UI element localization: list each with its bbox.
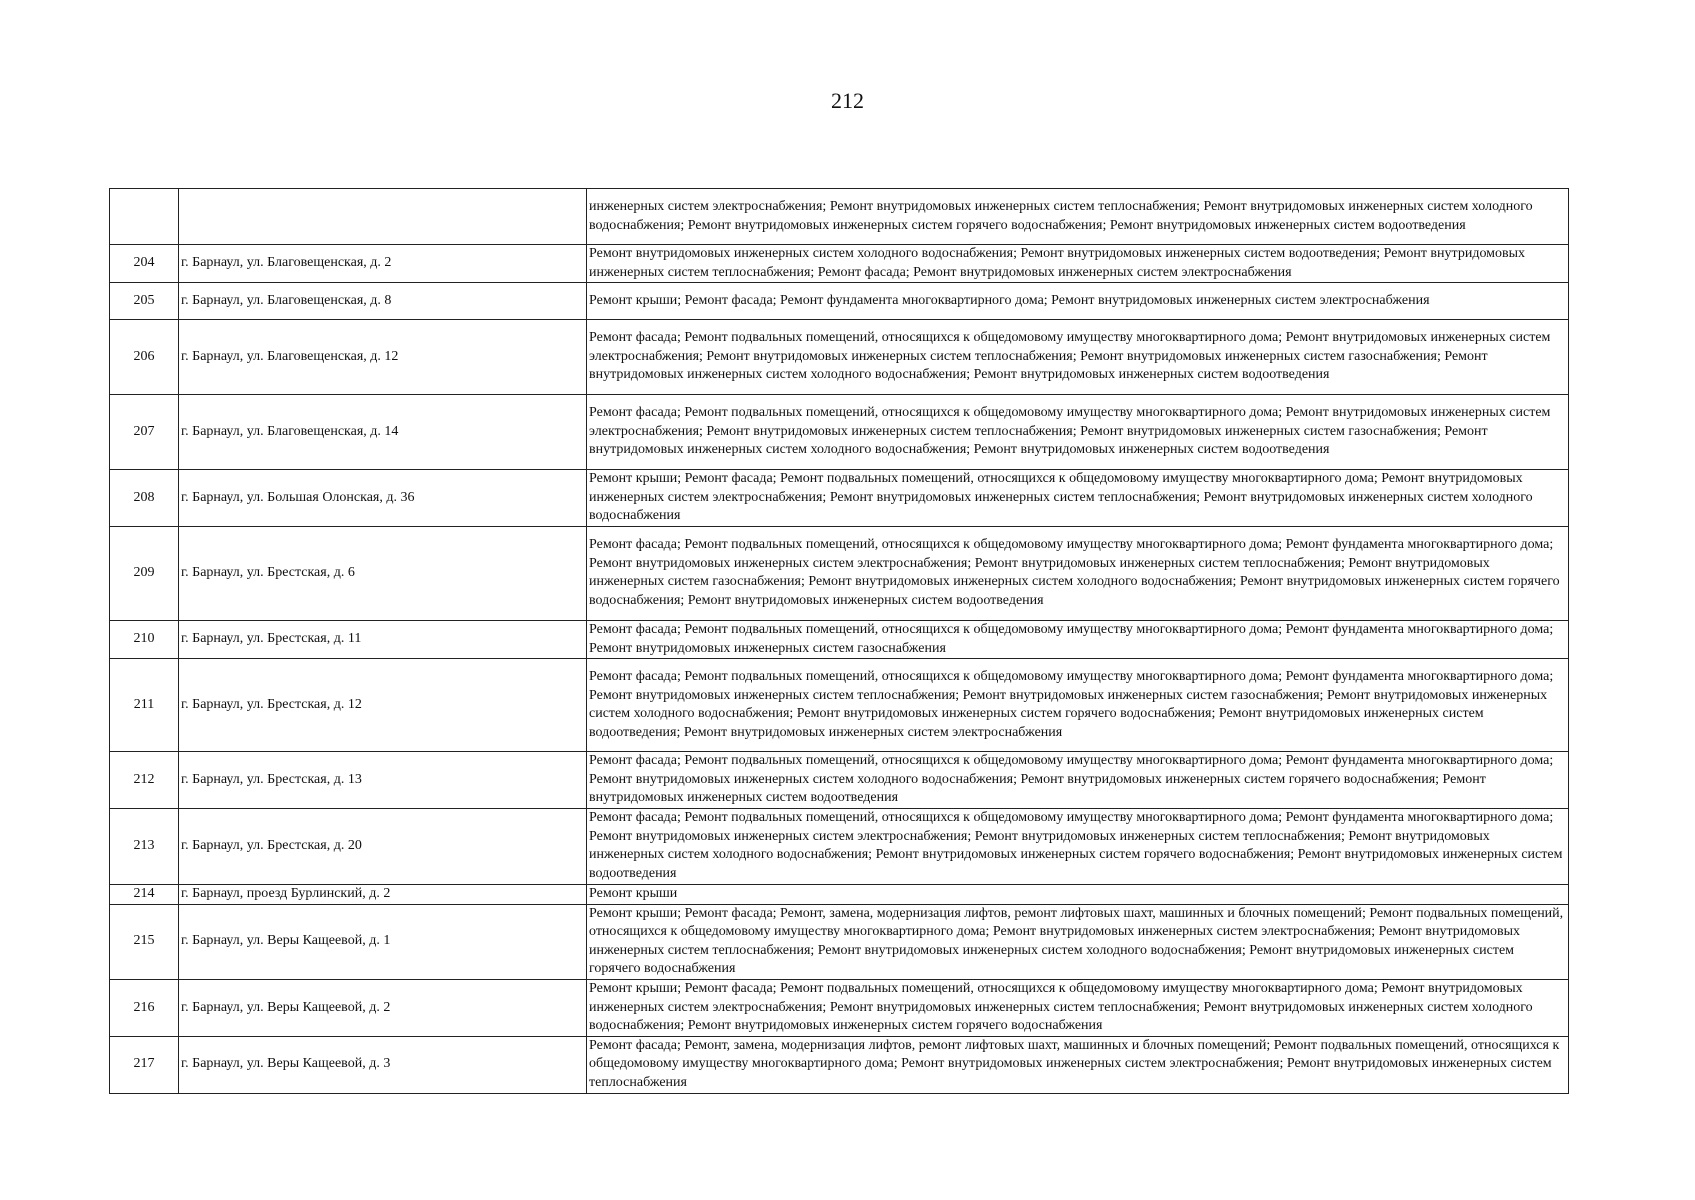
table-row bbox=[110, 809, 1569, 884]
row-works: Ремонт фасада; Ремонт подвальных помещений, относящихся к общедомовому имуществу многоквартирного дома; Ремонт фундамента многоквартирного дома; Ремонт внутридомовых инженерных систем электроснабжения; Ремонт внутридомовых инженерных систем теплоснабжения; Ремонт внутридомовых инженерных систем газоснабжения; Ремонт внутридомовых инженерных систем холодного водоснабжения; Ремонт внутридомовых инженерных систем горячего водоснабжения; Ремонт внутридомовых инженерных систем водоотведения bbox=[587, 526, 1569, 620]
row-works: Ремонт фасада; Ремонт подвальных помещений, относящихся к общедомовому имуществу многоквартирного дома; Ремонт фундамента многоквартирного дома; Ремонт внутридомовых инженерных систем электроснабжения; Ремонт внутридомовых инженерных систем теплоснабжения; Ремонт внутридомовых инженерных систем холодного водоснабжения; Ремонт внутридомовых инженерных систем горячего водоснабжения; Ремонт внутридомовых инженерных систем водоотведения bbox=[587, 809, 1569, 884]
row-number bbox=[110, 189, 179, 245]
row-number: 216 bbox=[110, 979, 179, 1036]
table-row bbox=[110, 620, 1569, 658]
row-number: 212 bbox=[110, 752, 179, 809]
row-number: 211 bbox=[110, 659, 179, 752]
row-address: г. Барнаул, ул. Брестская, д. 6 bbox=[179, 526, 587, 620]
row-works: Ремонт фасада; Ремонт подвальных помещений, относящихся к общедомовому имуществу многоквартирного дома; Ремонт фундамента многоквартирного дома; Ремонт внутридомовых инженерных систем холодного водоснабжения; Ремонт внутридомовых инженерных систем горячего водоснабжения; Ремонт внутридомовых инженерных систем водоотведения bbox=[587, 752, 1569, 809]
row-address: г. Барнаул, ул. Веры Кащеевой, д. 3 bbox=[179, 1036, 587, 1093]
table-row bbox=[110, 752, 1569, 809]
row-number: 208 bbox=[110, 470, 179, 527]
row-address: г. Барнаул, ул. Брестская, д. 20 bbox=[179, 809, 587, 884]
row-works: Ремонт крыши; Ремонт фасада; Ремонт подвальных помещений, относящихся к общедомовому имуществу многоквартирного дома; Ремонт внутридомовых инженерных систем электроснабжения; Ремонт внутридомовых инженерных систем теплоснабжения; Ремонт внутридомовых инженерных систем холодного водоснабжения bbox=[587, 470, 1569, 527]
row-address bbox=[179, 189, 587, 245]
row-number: 210 bbox=[110, 620, 179, 658]
row-address: г. Барнаул, ул. Большая Олонская, д. 36 bbox=[179, 470, 587, 527]
table-row bbox=[110, 884, 1569, 904]
table-row bbox=[110, 526, 1569, 620]
row-number: 217 bbox=[110, 1036, 179, 1093]
table-row bbox=[110, 1036, 1569, 1093]
row-address: г. Барнаул, проезд Бурлинский, д. 2 bbox=[179, 884, 587, 904]
row-address: г. Барнаул, ул. Благовещенская, д. 8 bbox=[179, 283, 587, 320]
row-address: г. Барнаул, ул. Благовещенская, д. 12 bbox=[179, 320, 587, 395]
table-row bbox=[110, 904, 1569, 979]
row-address: г. Барнаул, ул. Брестская, д. 11 bbox=[179, 620, 587, 658]
row-works: Ремонт внутридомовых инженерных систем холодного водоснабжения; Ремонт внутридомовых инженерных систем водоотведения; Ремонт внутридомовых инженерных систем теплоснабжения; Ремонт фасада; Ремонт внутридомовых инженерных систем электроснабжения bbox=[587, 245, 1569, 283]
row-works: Ремонт крыши; Ремонт фасада; Ремонт подвальных помещений, относящихся к общедомовому имуществу многоквартирного дома; Ремонт внутридомовых инженерных систем электроснабжения; Ремонт внутридомовых инженерных систем теплоснабжения; Ремонт внутридомовых инженерных систем холодного водоснабжения; Ремонт внутридомовых инженерных систем горячего водоснабжения bbox=[587, 979, 1569, 1036]
repair-registry-table bbox=[109, 188, 1569, 1094]
table-row bbox=[110, 283, 1569, 320]
row-number: 214 bbox=[110, 884, 179, 904]
row-number: 204 bbox=[110, 245, 179, 283]
row-number: 215 bbox=[110, 904, 179, 979]
row-number: 205 bbox=[110, 283, 179, 320]
row-works: Ремонт крыши; Ремонт фасада; Ремонт фундамента многоквартирного дома; Ремонт внутридомовых инженерных систем электроснабжения bbox=[587, 283, 1569, 320]
row-works: Ремонт фасада; Ремонт подвальных помещений, относящихся к общедомовому имуществу многоквартирного дома; Ремонт внутридомовых инженерных систем электроснабжения; Ремонт внутридомовых инженерных систем теплоснабжения; Ремонт внутридомовых инженерных систем газоснабжения; Ремонт внутридомовых инженерных систем холодного водоснабжения; Ремонт внутридомовых инженерных систем водоотведения bbox=[587, 320, 1569, 395]
row-address: г. Барнаул, ул. Брестская, д. 12 bbox=[179, 659, 587, 752]
row-number: 206 bbox=[110, 320, 179, 395]
row-address: г. Барнаул, ул. Благовещенская, д. 2 bbox=[179, 245, 587, 283]
row-works: Ремонт фасада; Ремонт подвальных помещений, относящихся к общедомовому имуществу многоквартирного дома; Ремонт внутридомовых инженерных систем электроснабжения; Ремонт внутридомовых инженерных систем теплоснабжения; Ремонт внутридомовых инженерных систем газоснабжения; Ремонт внутридомовых инженерных систем холодного водоснабжения; Ремонт внутридомовых инженерных систем водоотведения bbox=[587, 395, 1569, 470]
row-address: г. Барнаул, ул. Веры Кащеевой, д. 1 bbox=[179, 904, 587, 979]
row-address: г. Барнаул, ул. Благовещенская, д. 14 bbox=[179, 395, 587, 470]
row-address: г. Барнаул, ул. Веры Кащеевой, д. 2 bbox=[179, 979, 587, 1036]
row-works: инженерных систем электроснабжения; Ремонт внутридомовых инженерных систем теплоснабжения; Ремонт внутридомовых инженерных систем холодного водоснабжения; Ремонт внутридомовых инженерных систем горячего водоснабжения; Ремонт внутридомовых инженерных систем водоотведения bbox=[587, 189, 1569, 245]
row-works: Ремонт фасада; Ремонт, замена, модернизация лифтов, ремонт лифтовых шахт, машинных и блочных помещений; Ремонт подвальных помещений, относящихся к общедомовому имуществу многоквартирного дома; Ремонт внутридомовых инженерных систем электроснабжения; Ремонт внутридомовых инженерных систем теплоснабжения bbox=[587, 1036, 1569, 1093]
table-row bbox=[110, 245, 1569, 283]
row-works: Ремонт фасада; Ремонт подвальных помещений, относящихся к общедомовому имуществу многоквартирного дома; Ремонт фундамента многоквартирного дома; Ремонт внутридомовых инженерных систем теплоснабжения; Ремонт внутридомовых инженерных систем газоснабжения; Ремонт внутридомовых инженерных систем холодного водоснабжения; Ремонт внутридомовых инженерных систем горячего водоснабжения; Ремонт внутридомовых инженерных систем водоотведения; Ремонт внутридомовых инженерных систем электроснабжения bbox=[587, 659, 1569, 752]
table-row bbox=[110, 979, 1569, 1036]
table-row bbox=[110, 470, 1569, 527]
row-number: 209 bbox=[110, 526, 179, 620]
table-row bbox=[110, 395, 1569, 470]
row-works: Ремонт фасада; Ремонт подвальных помещений, относящихся к общедомовому имуществу многоквартирного дома; Ремонт фундамента многоквартирного дома; Ремонт внутридомовых инженерных систем газоснабжения bbox=[587, 620, 1569, 658]
table-row bbox=[110, 189, 1569, 245]
row-works: Ремонт крыши; Ремонт фасада; Ремонт, замена, модернизация лифтов, ремонт лифтовых шахт, машинных и блочных помещений; Ремонт подвальных помещений, относящихся к общедомовому имуществу многоквартирного дома; Ремонт внутридомовых инженерных систем электроснабжения; Ремонт внутридомовых инженерных систем теплоснабжения; Ремонт внутридомовых инженерных систем холодного водоснабжения; Ремонт внутридомовых инженерных систем горячего водоснабжения bbox=[587, 904, 1569, 979]
row-address: г. Барнаул, ул. Брестская, д. 13 bbox=[179, 752, 587, 809]
page-number: 212 bbox=[831, 88, 864, 113]
row-number: 207 bbox=[110, 395, 179, 470]
row-works: Ремонт крыши bbox=[587, 884, 1569, 904]
table-row bbox=[110, 320, 1569, 395]
row-number: 213 bbox=[110, 809, 179, 884]
table-row bbox=[110, 659, 1569, 752]
